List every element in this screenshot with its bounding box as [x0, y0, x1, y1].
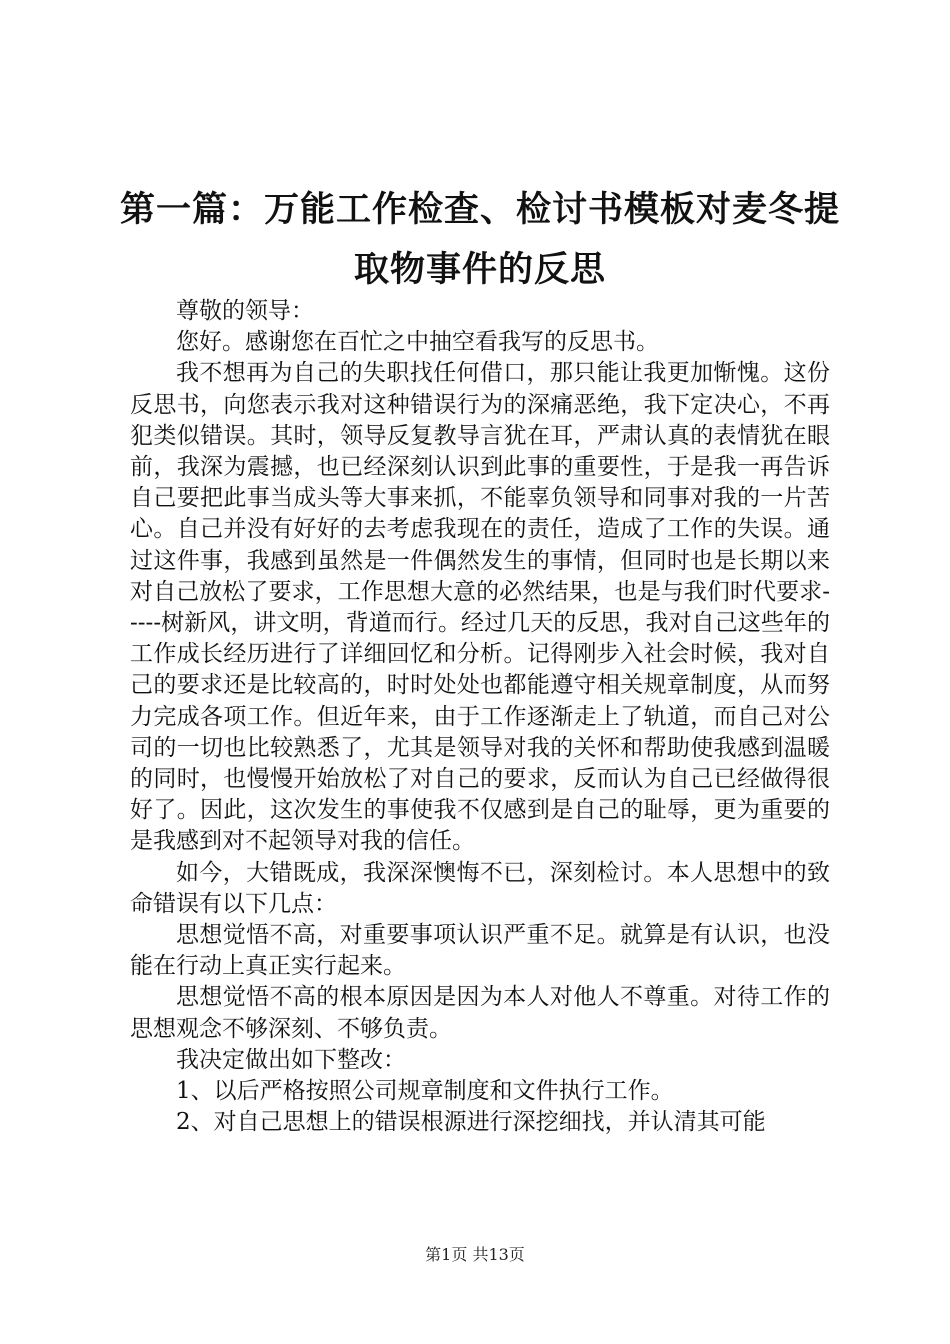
page-footer: 第1页 共13页: [425, 1245, 525, 1264]
main-paragraph: 我不想再为自己的失职找任何借口，那只能让我更加惭愧。这份反思书，向您表示我对这种错误行为的深痛恶绝，我下定决心，不再犯类似错误。其时，领导反复教导言犹在耳，严肃认真的表情犹在眼前，我深为震撼，也已经深刻认识到此事的重要性，于是我一再告诉自己要把此事当成头等大事来抓，不能辜负领导和同事对我的一片苦心。自己并没有好好的去考虑我现在的责任，造成了工作的失误。通过这件事，我感到虽然是一件偶然发生的事情，但同时也是长期以来对自己放松了要求，工作思想大意的必然结果，也是与我们时代要求-----树新风，讲文明，背道而行。经过几天的反思，我对自己这些年的工作成长经历进行了详细回忆和分析。记得刚步入社会时候，我对自己的要求还是比较高的，时时处处也都能遵守相关规章制度，从而努力完成各项工作。但近年来，由于工作逐渐走上了轨道，而自己对公司的一切也比较熟悉了，尤其是领导对我的关怀和帮助使我感到温暖的同时，也慢慢开始放松了对自己的要求，反而认为自己已经做得很好了。因此，这次发生的事使我不仅感到是自己的耻辱，更为重要的是我感到对不起领导对我的信任。: [130, 360, 830, 855]
rectification-item-1: 1、以后严格按照公司规章制度和文件执行工作。: [176, 1078, 674, 1105]
title-line-1: 第一篇：万能工作检查、检讨书模板对麦冬提: [119, 189, 840, 230]
error-point-1: 思想觉悟不高，对重要事项认识严重不足。就算是有认识，也没能在行动上真正实行起来。: [130, 922, 830, 980]
rectification-item-2: 2、对自己思想上的错误根源进行深挖细找，并认清其可能: [176, 1109, 766, 1136]
rectification-intro: 我决定做出如下整改：: [176, 1046, 406, 1073]
document-title: [110, 180, 850, 300]
salutation: 尊敬的领导：: [176, 298, 314, 324]
errors-intro-paragraph: 如今，大错既成，我深深懊悔不已，深刻检讨。本人思想中的致命错误有以下几点：: [130, 859, 830, 917]
greeting-paragraph: 您好。感谢您在百忙之中抽空看我写的反思书。: [176, 329, 659, 356]
document-body: [130, 296, 830, 1138]
title-line-2: 取物事件的反思: [353, 249, 606, 290]
error-point-2: 思想觉悟不高的根本原因是因为本人对他人不尊重。对待工作的思想观念不够深刻、不够负责。: [130, 984, 830, 1042]
